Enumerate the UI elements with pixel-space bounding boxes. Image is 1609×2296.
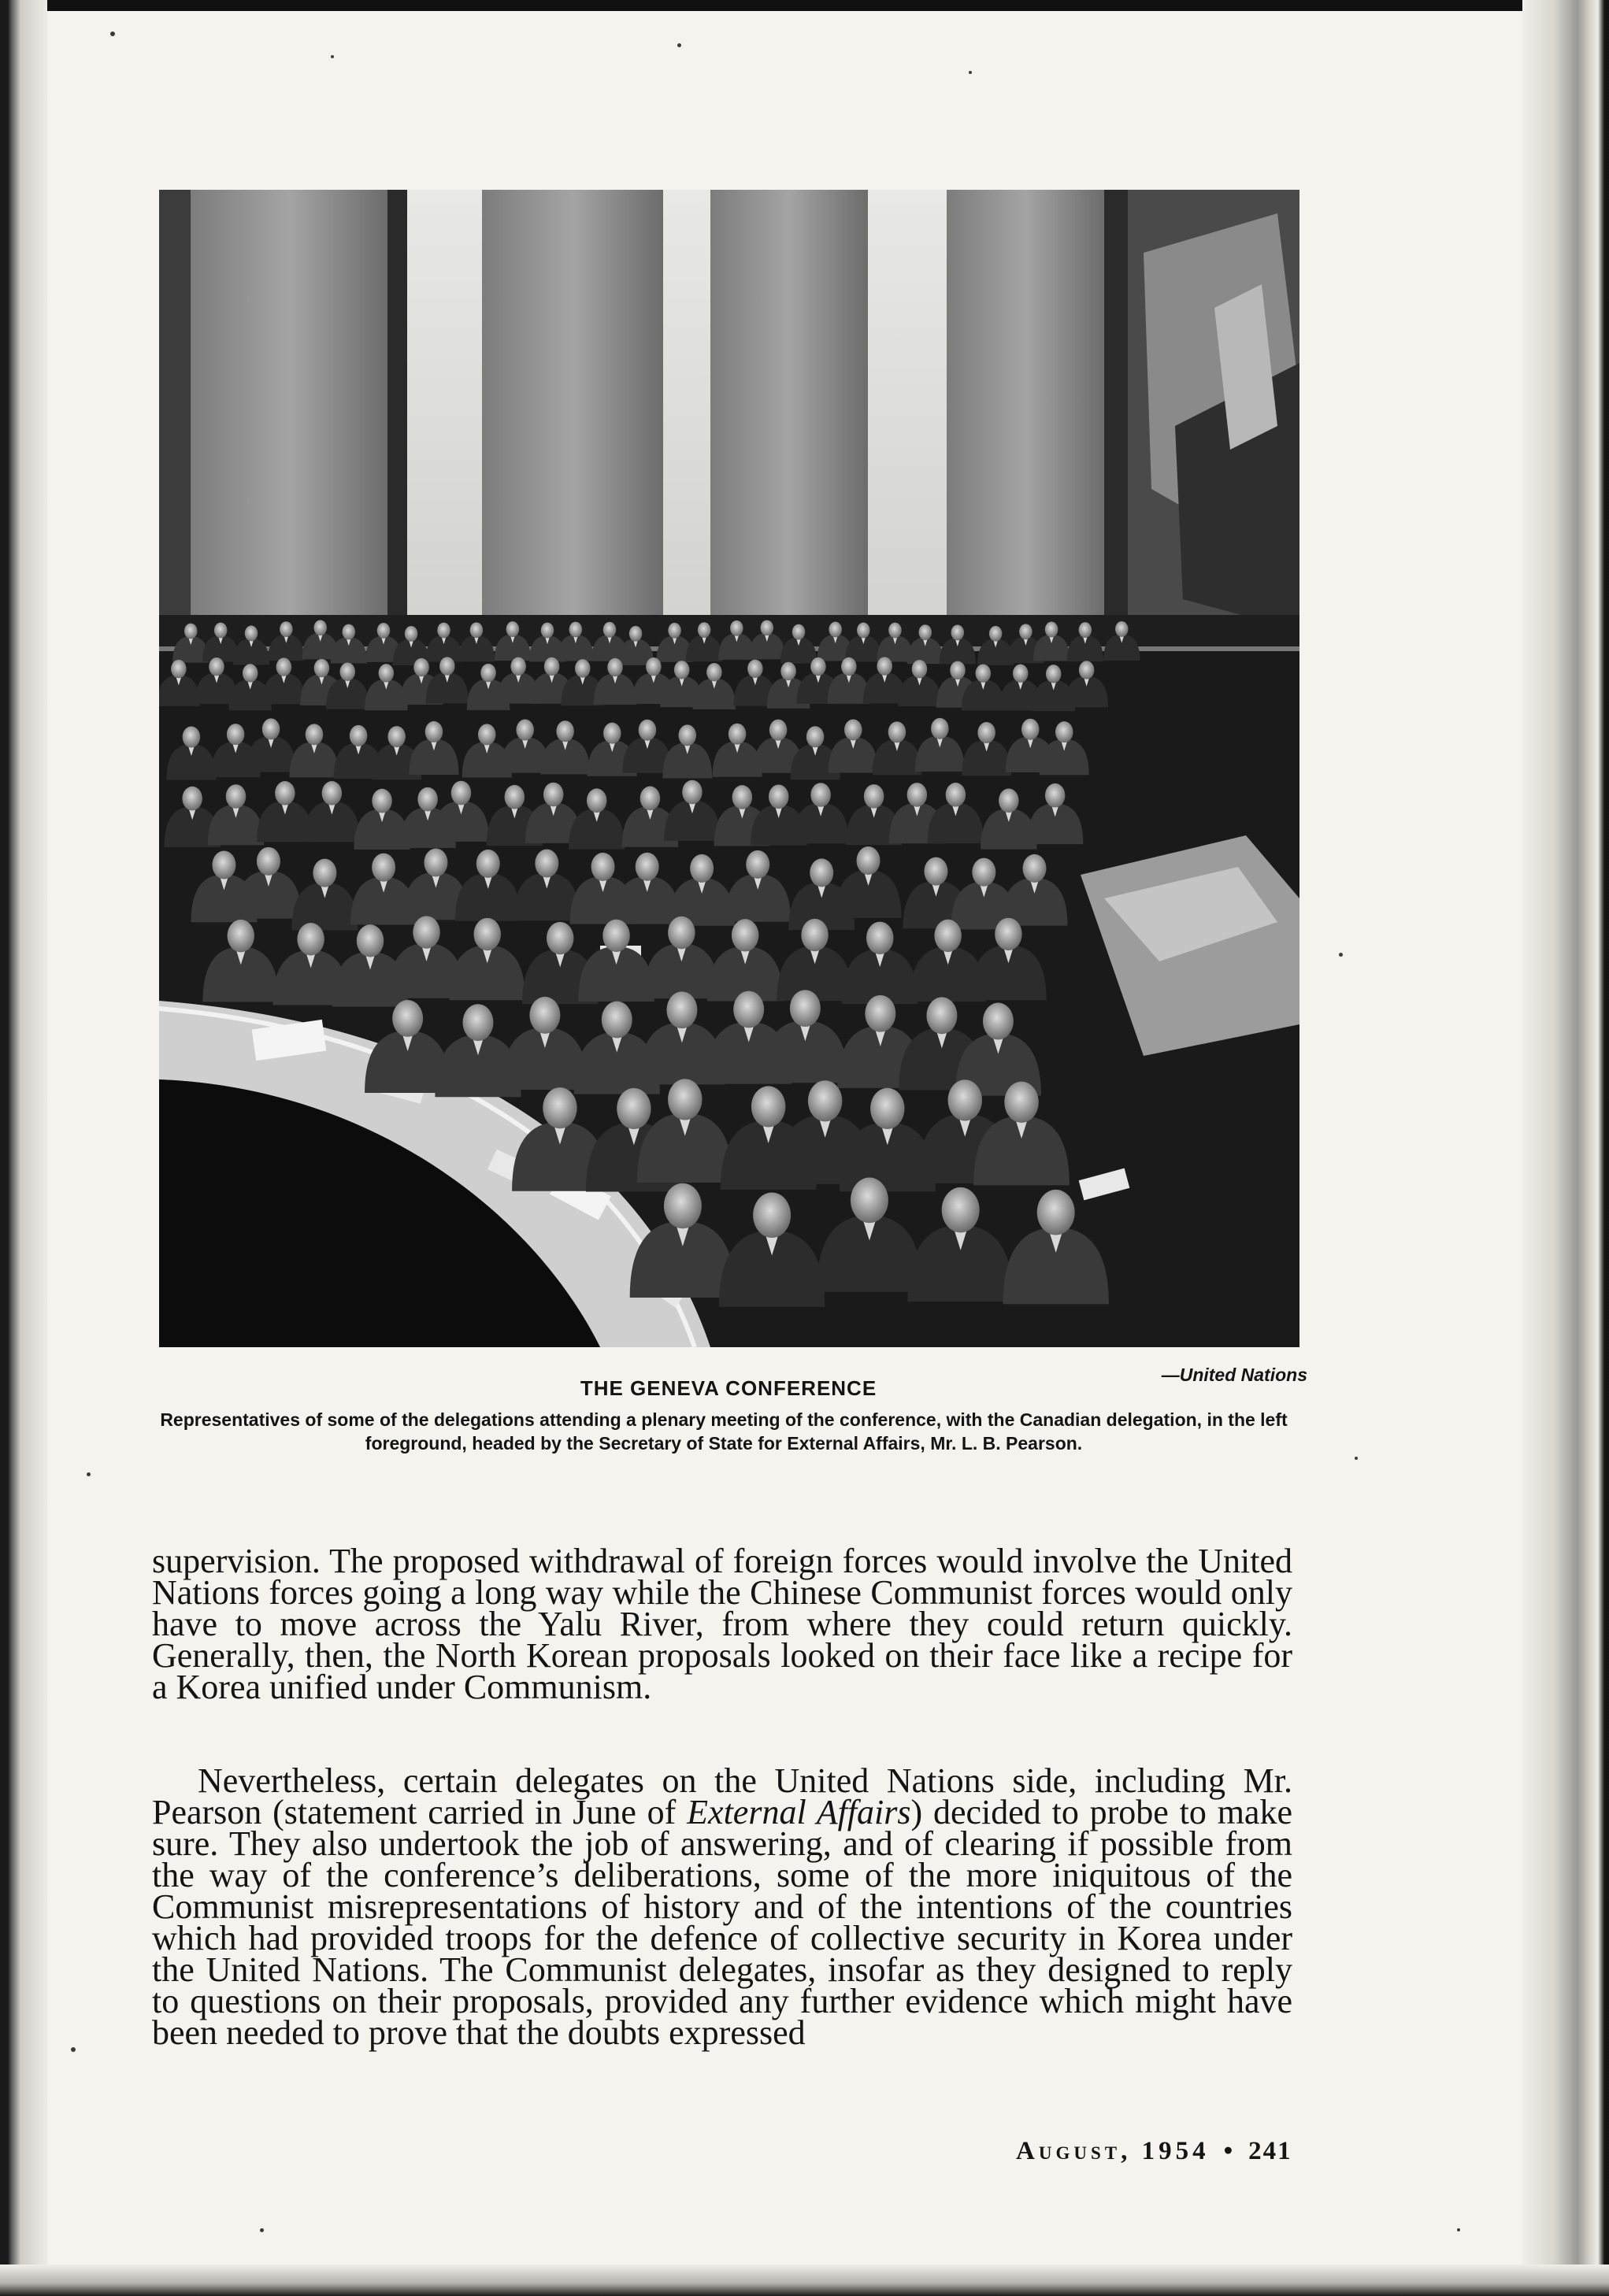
delegate-head [751, 1086, 786, 1127]
article-text: ) decided to probe to make sure. They also undertook the job of answering, and of clearing if possible from the way of the conference’s deliberations, some of the more iniquitous of the Communist misrepresentations of history and of the intentions of the countries which had provided troops for the defence of collective security in Korea under the United Nations. The Communist delegates, insofar as they designed to reply to questions on their proposals, provided any further evidence which might have been needed to prove that the doubts expressed [152, 1793, 1292, 2052]
delegate-head [668, 623, 681, 639]
curtain [482, 190, 663, 662]
delegate-head [262, 718, 280, 739]
delegate-head [350, 725, 368, 746]
delegate-head [405, 626, 418, 642]
delegate-head [1055, 721, 1073, 742]
delegate-head [322, 781, 343, 805]
delegate-head [682, 780, 703, 805]
window [868, 190, 947, 639]
delegate-head [810, 783, 831, 807]
delegate-head [543, 1087, 577, 1128]
delegate-head [607, 658, 623, 676]
scan-speckle [260, 2228, 264, 2232]
delegate-head [357, 924, 384, 957]
delegate-head [392, 1000, 423, 1037]
delegate-head [547, 922, 574, 954]
delegate-head [866, 922, 894, 954]
delegate-head [243, 664, 258, 682]
photo-credit: —United Nations [1161, 1365, 1307, 1385]
delegate-head [857, 623, 870, 639]
delegate-head [999, 788, 1019, 813]
delegate-head [506, 621, 520, 637]
delegate-head [257, 847, 280, 876]
delegate-head [343, 624, 356, 640]
scan-speckle [1355, 1457, 1358, 1460]
delegate-head [810, 657, 826, 676]
delegate-head [417, 787, 438, 812]
delegate-head [1046, 665, 1062, 683]
article-paragraph [152, 1761, 1292, 2052]
delegate-head [297, 923, 324, 955]
delegate-head [888, 623, 902, 639]
delegate-head [808, 1080, 843, 1121]
delegate-head [212, 851, 235, 880]
delegate-head [276, 657, 292, 676]
delegate-head [470, 622, 484, 638]
conference-photograph [159, 190, 1299, 1347]
delegate-head [706, 663, 722, 681]
delegate-head [556, 720, 574, 742]
delegate-head [451, 781, 472, 805]
delegate-head [587, 788, 607, 813]
delegate-head [535, 849, 558, 877]
delegate-head [629, 626, 643, 642]
delegate-head [543, 783, 564, 807]
delegate-head [476, 850, 500, 878]
scan-speckle [1457, 2228, 1460, 2231]
delegate-head [1023, 854, 1047, 883]
delegate-head [951, 624, 965, 640]
delegate-head [733, 991, 764, 1028]
scan-edge-right [1522, 0, 1609, 2296]
delegate-head [679, 724, 697, 746]
delegate-head [603, 622, 617, 638]
delegate-head [664, 1183, 702, 1229]
delegate-head [340, 662, 356, 680]
delegate-head [931, 718, 949, 739]
delegate-head [413, 916, 440, 948]
delegate-head [227, 724, 245, 745]
delegate-head [989, 626, 1003, 642]
delegate-head [698, 622, 711, 638]
scan-edge-top [0, 0, 1609, 11]
delegate-head [851, 1178, 888, 1224]
delegate-head [480, 664, 496, 682]
delegate-head [1079, 622, 1092, 638]
scan-edge-bottom [0, 2265, 1609, 2296]
delegate-head [690, 854, 714, 883]
delegate-head [505, 785, 525, 809]
delegate-head [864, 784, 884, 809]
delegate-head [1004, 1082, 1039, 1123]
delegate-head [806, 726, 825, 747]
delegate-head [934, 920, 962, 952]
delegate-head [792, 624, 806, 640]
delegate-head [182, 787, 202, 811]
delegate-head [245, 625, 258, 641]
delegate-head [183, 726, 201, 747]
delegate-head [462, 1004, 493, 1041]
delegate-head [602, 1002, 632, 1039]
scan-speckle [1339, 953, 1343, 957]
delegate-head [377, 623, 391, 639]
delegate-head [942, 1187, 980, 1233]
delegate-head [569, 622, 583, 638]
scan-speckle [969, 71, 972, 74]
article-text: Nevertheless, certain delegates on the United Nations side, including Mr. Pearson (statement carried in June of [152, 1761, 1292, 1831]
delegate-head [603, 723, 621, 744]
delegate-head [214, 623, 228, 639]
delegate-head [769, 784, 789, 809]
delegate-head [857, 846, 881, 875]
delegate-head [870, 1088, 905, 1129]
curtain [710, 190, 868, 662]
delegate-head [314, 659, 330, 677]
delegate-head [730, 620, 743, 636]
delegate-head [790, 990, 821, 1027]
delegate-head [306, 724, 324, 745]
window [407, 190, 482, 631]
delegate-head [888, 721, 906, 742]
delegate-head [668, 917, 695, 949]
delegate-head [617, 1088, 651, 1129]
delegate-head [950, 661, 966, 680]
delegate-head [810, 858, 833, 887]
delegate-head [184, 624, 198, 639]
delegate-head [976, 664, 992, 682]
delegate-head [591, 853, 615, 881]
delegate-head [209, 657, 224, 676]
delegate-head [372, 854, 395, 882]
delegate-head [602, 920, 630, 952]
delegate-head [769, 720, 788, 741]
delegate-head [865, 995, 895, 1032]
delegate-head [907, 783, 928, 807]
publication-title: External Affairs [687, 1793, 911, 1831]
delegate-head [510, 657, 526, 676]
delegate-head [761, 620, 774, 635]
delegate-head [801, 919, 829, 951]
scan-edge-left [0, 0, 47, 2296]
page-number: 241 [1248, 2137, 1292, 2165]
delegate-head [844, 719, 862, 740]
delegate-head [668, 1079, 703, 1120]
delegate-head [946, 783, 966, 807]
delegate-head [1115, 621, 1129, 637]
delegate-head [529, 997, 560, 1034]
delegate-head [747, 660, 763, 678]
delegate-head [674, 661, 690, 679]
delegate-head [926, 997, 957, 1034]
delegate-head [171, 660, 187, 678]
delegate-head [746, 850, 769, 879]
delegate-head [947, 1079, 982, 1120]
delegate-head [437, 623, 450, 639]
delegate-head [387, 726, 406, 747]
footer-separator: • [1223, 2137, 1235, 2165]
delegate-head [646, 657, 662, 676]
delegate-head [877, 657, 892, 675]
delegate-head [732, 785, 753, 809]
delegate-head [912, 660, 928, 678]
delegate-head [1021, 719, 1040, 740]
delegate-head [228, 920, 255, 952]
delegate-head [413, 658, 429, 676]
delegate-head [640, 787, 661, 811]
delegate-head [636, 853, 659, 881]
scan-speckle [71, 2047, 76, 2052]
delegate-head [226, 784, 247, 809]
delegate-head [728, 724, 747, 745]
delegate-head [666, 991, 697, 1028]
delegate-head [544, 657, 560, 676]
delegate-head [1079, 661, 1095, 679]
window [663, 190, 710, 631]
delegate-head [313, 620, 327, 635]
delegate-head [424, 849, 447, 877]
delegate-head [983, 1003, 1014, 1040]
delegate-head [1045, 783, 1066, 808]
photo-caption-title: THE GENEVA CONFERENCE [580, 1376, 877, 1400]
delegate-head [575, 659, 591, 677]
delegate-head [473, 918, 501, 950]
delegate-head [541, 623, 554, 639]
delegate-head [972, 858, 995, 887]
delegate-head [280, 621, 293, 637]
delegate-head [753, 1192, 791, 1238]
delegate-head [780, 662, 796, 680]
delegate-head [313, 859, 336, 887]
scan-speckle [331, 55, 334, 58]
delegate-head [919, 624, 932, 640]
delegate-head [732, 919, 759, 951]
scan-speckle [677, 43, 681, 47]
delegate-head [372, 789, 392, 813]
conference-hall-illustration [159, 190, 1299, 1347]
delegate-head [1019, 624, 1033, 639]
scan-speckle [110, 31, 115, 36]
delegate-head [439, 657, 455, 675]
delegate-head [639, 720, 657, 741]
delegate-head [1013, 665, 1029, 683]
delegate-head [425, 721, 443, 742]
delegate-head [977, 722, 995, 743]
delegate-head [379, 664, 395, 682]
article-paragraph: supervision. The proposed withdrawal of foreign forces would involve the United Nations forces going a long way while the Chinese Communist forces would only have to move across the Yalu River, from where they could return quickly. Generally, then, the North Korean proposals looked on their face like a recipe for a Korea unified under Communism. [152, 1542, 1292, 1706]
page-footer [1016, 2137, 1386, 2166]
delegate-head [478, 724, 496, 745]
scan-speckle [87, 1472, 91, 1476]
delegate-head [924, 857, 947, 886]
delegate-head [829, 622, 842, 638]
issue-date: August, 1954 [1016, 2137, 1210, 2165]
curtain [947, 190, 1104, 662]
delegate-head [1037, 1190, 1075, 1235]
delegate-head [1045, 622, 1058, 638]
photo-caption: Representatives of some of the delegations attending a plenary meeting of the conference, with the Canadian delegation, in the left foreground, headed by the Secretary of State for External Affairs, Mr. L. B. Pearson. [160, 1409, 1288, 1454]
curtain [191, 190, 387, 662]
delegate-head [516, 720, 534, 741]
delegate-head [841, 657, 857, 676]
delegate-head [995, 918, 1022, 950]
delegate-head [275, 781, 295, 805]
